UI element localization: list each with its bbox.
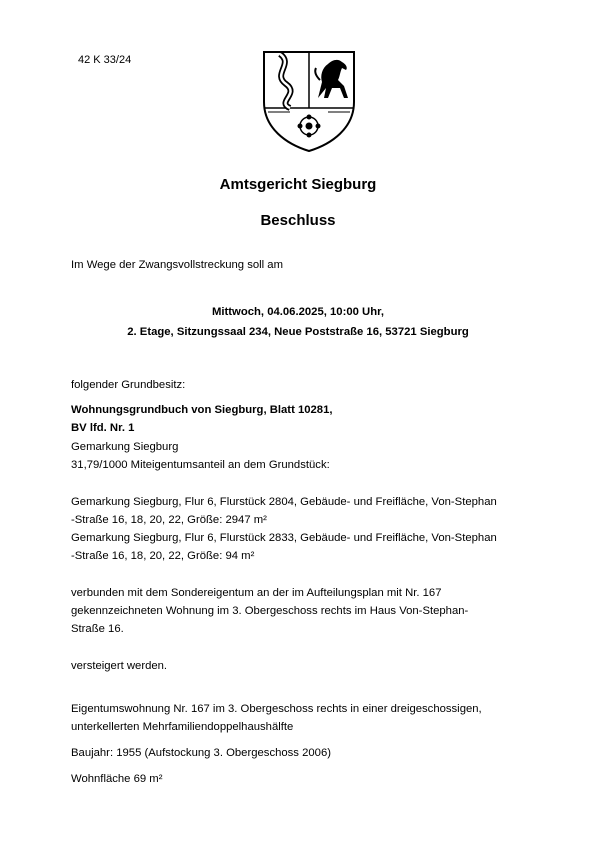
- special-property-line-3: Straße 16.: [71, 623, 124, 635]
- nrw-coat-of-arms-icon: [260, 46, 358, 154]
- description-line-1: Eigentumswohnung Nr. 167 im 3. Obergeschoss rechts in einer dreigeschossigen,: [71, 703, 482, 715]
- parcel-2-line-1: Gemarkung Siegburg, Flur 6, Flurstück 2833, Gebäude- und Freifläche, Von-Stephan: [71, 532, 497, 544]
- gemarkung: Gemarkung Siegburg: [71, 441, 179, 453]
- ownership-share: 31,79/1000 Miteigentumsanteil an dem Grundstück:: [71, 459, 330, 471]
- parcel-1-line-1: Gemarkung Siegburg, Flur 6, Flurstück 2804, Gebäude- und Freifläche, Von-Stephan: [71, 496, 497, 508]
- bv-number: BV lfd. Nr. 1: [71, 422, 135, 434]
- auction-location: 2. Etage, Sitzungssaal 234, Neue Poststraße 16, 53721 Siegburg: [127, 326, 469, 338]
- parcel-1-line-2: -Straße 16, 18, 20, 22, Größe: 2947 m²: [71, 514, 267, 526]
- parcel-2-line-2: -Straße 16, 18, 20, 22, Größe: 94 m²: [71, 550, 255, 562]
- special-property-line-1: verbunden mit dem Sondereigentum an der im Aufteilungsplan mit Nr. 167: [71, 587, 442, 599]
- special-property-line-2: gekennzeichneten Wohnung im 3. Obergeschoss rechts im Haus Von-Stephan-: [71, 605, 469, 617]
- court-name: Amtsgericht Siegburg: [219, 176, 377, 193]
- intro-text: Im Wege der Zwangsvollstreckung soll am: [71, 259, 284, 271]
- file-number: 42 K 33/24: [78, 54, 132, 66]
- land-register: Wohnungsgrundbuch von Siegburg, Blatt 10281,: [71, 404, 333, 416]
- auction-date-time: Mittwoch, 04.06.2025, 10:00 Uhr,: [211, 306, 385, 318]
- year-built: Baujahr: 1955 (Aufstockung 3. Obergeschoss 2006): [71, 747, 331, 759]
- property-intro: folgender Grundbesitz:: [71, 379, 186, 391]
- description-line-2: unterkellerten Mehrfamiliendoppelhaushälfte: [71, 721, 294, 733]
- document-title: Beschluss: [260, 212, 336, 229]
- auction-statement: versteigert werden.: [71, 660, 168, 672]
- living-area: Wohnfläche 69 m²: [71, 773, 163, 785]
